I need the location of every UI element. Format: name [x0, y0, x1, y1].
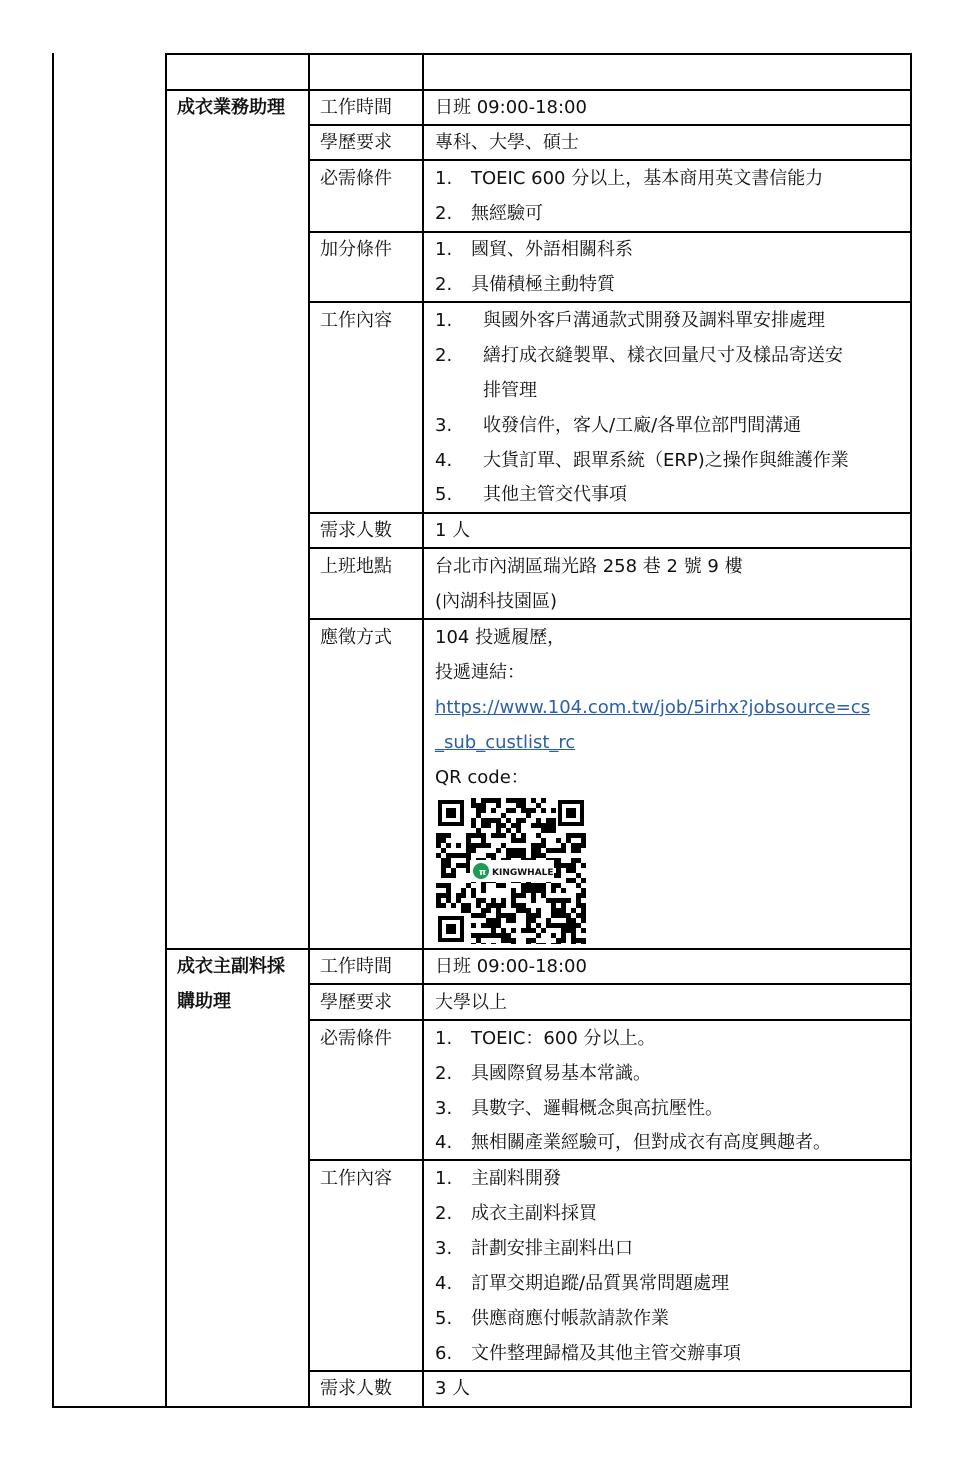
list-item: 3. 具數字、邏輯概念與高抗壓性。	[435, 1098, 723, 1119]
label-bonus: 加分條件	[320, 239, 392, 260]
label-education-2: 學歷要求	[320, 992, 392, 1013]
label-work-hours-2: 工作時間	[320, 956, 392, 977]
list-item: 1. TOEIC 600 分以上，基本商用英文書信能力	[435, 168, 824, 189]
value-headcount: 1 人	[435, 520, 471, 541]
value-apply-link-label: 投遞連結：	[435, 662, 525, 683]
qr-code-image[interactable]	[436, 798, 586, 944]
label-duties-2: 工作內容	[320, 1168, 392, 1189]
label-duties: 工作內容	[320, 310, 392, 331]
label-headcount-2: 需求人數	[320, 1378, 392, 1399]
value-education: 專科、大學、碩士	[435, 132, 579, 153]
value-work-hours: 日班 09:00-18:00	[435, 97, 587, 118]
list-item: 5. 其他主管交代事項	[435, 484, 627, 505]
label-apply: 應徵方式	[320, 627, 392, 648]
value-work-hours-2: 日班 09:00-18:00	[435, 956, 587, 977]
job-title: 成衣業務助理	[177, 97, 285, 118]
list-item: 1. TOEIC：600 分以上。	[435, 1028, 656, 1049]
svg-text:π: π	[479, 868, 487, 878]
list-item: 4. 大貨訂單、跟單系統（ERP)之操作與維護作業	[435, 450, 849, 471]
value-headcount-2: 3 人	[435, 1378, 471, 1399]
list-item: 3. 計劃安排主副料出口	[435, 1238, 633, 1259]
list-item: 4. 無相關產業經驗可，但對成衣有高度興趣者。	[435, 1132, 831, 1153]
job-title-2-line1: 成衣主副料採	[177, 956, 285, 977]
list-item: 6. 文件整理歸檔及其他主管交辦事項	[435, 1343, 741, 1364]
list-item: 4. 訂單交期追蹤/品質異常問題處理	[435, 1273, 730, 1294]
apply-link[interactable]	[435, 690, 870, 725]
list-item: 2. 無經驗可	[435, 203, 543, 224]
value-apply: 104 投遞履歷，	[435, 627, 566, 648]
apply-link-line2[interactable]: _sub_custlist_rc	[435, 732, 576, 753]
list-item: 排管理	[483, 380, 537, 401]
list-item: 2. 具備積極主動特質	[435, 274, 615, 295]
list-item: 2. 具國際貿易基本常識。	[435, 1063, 651, 1084]
apply-link-cont[interactable]	[435, 725, 575, 760]
value-location: 台北市內湖區瑞光路 258 巷 2 號 9 樓	[435, 556, 743, 577]
qr-label: QR code：	[435, 767, 529, 788]
list-item: 2. 成衣主副料採買	[435, 1203, 597, 1224]
label-headcount: 需求人數	[320, 520, 392, 541]
job-title-2-line2: 購助理	[177, 991, 231, 1012]
list-item: 3. 收發信件，客人/工廠/各單位部門間溝通	[435, 415, 802, 436]
list-item: 1. 國貿、外語相關科系	[435, 239, 633, 260]
value-education-2: 大學以上	[435, 992, 507, 1013]
label-work-hours: 工作時間	[320, 97, 392, 118]
list-item: 1. 與國外客戶溝通款式開發及調料單安排處理	[435, 310, 825, 331]
apply-link-line1[interactable]: https://www.104.com.tw/job/5irhx?jobsource=cs	[435, 697, 871, 718]
list-item: 2. 繕打成衣縫製單、樣衣回量尺寸及樣品寄送安	[435, 345, 843, 366]
list-item: 5. 供應商應付帳款請款作業	[435, 1308, 669, 1329]
qr-brand-logo: KINGWHALE	[492, 868, 554, 878]
label-requirements-2: 必需條件	[320, 1028, 392, 1049]
label-location: 上班地點	[320, 556, 392, 577]
label-requirements: 必需條件	[320, 168, 392, 189]
value-location-note: (內湖科技園區)	[435, 591, 558, 612]
label-education: 學歷要求	[320, 132, 392, 153]
list-item: 1. 主副料開發	[435, 1168, 561, 1189]
